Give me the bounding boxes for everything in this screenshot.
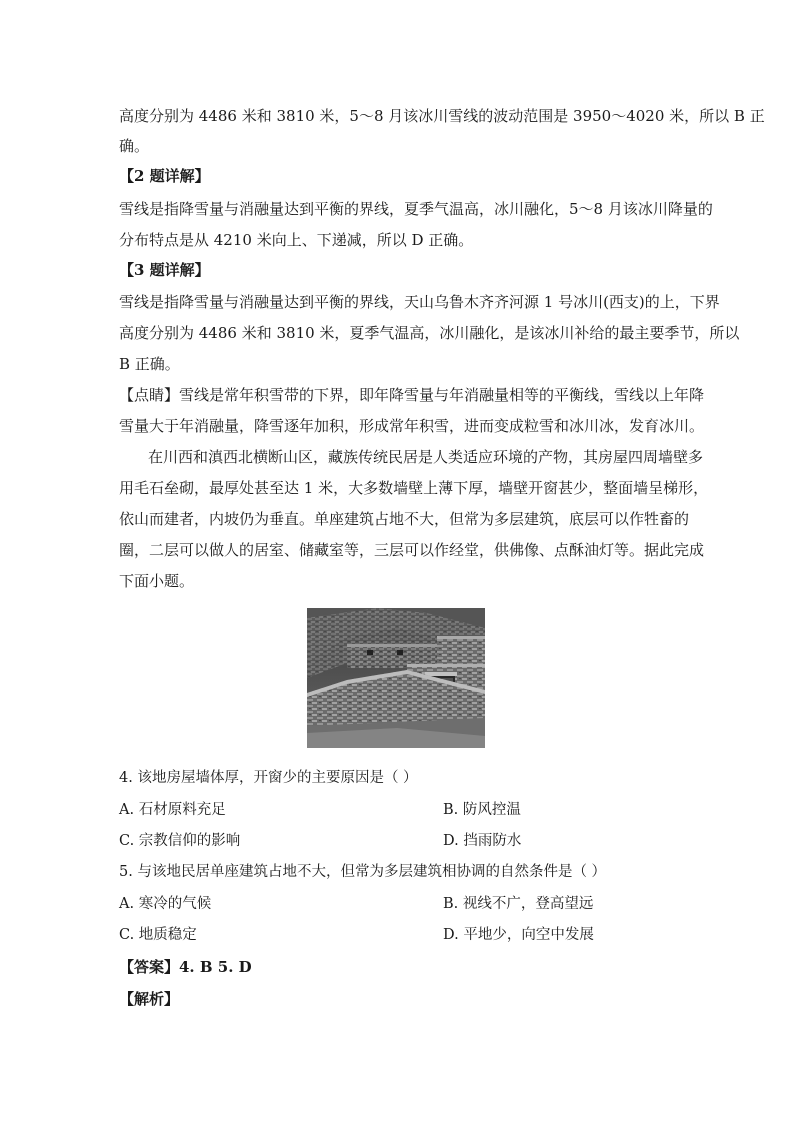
text-line: 雪量大于年消融量，降雪逐年加积，形成常年积雪，进而变成粒雪和冰川冰，发育冰川。 xyxy=(119,417,705,435)
passage-line: 用毛石垒砌，最厚处甚至达 1 米，大多数墙壁上薄下厚，墙壁开窗甚少，整面墙呈梯形， xyxy=(119,479,709,497)
text-line: 分布特点是从 4210 米向上、下递减，所以 D 正确。 xyxy=(119,231,474,249)
tibetan-house-photo xyxy=(307,608,485,748)
q4-option-d: D. 挡雨防水 xyxy=(443,833,522,849)
q4-option-b: B. 防风控温 xyxy=(443,802,521,818)
text-line: B 正确。 xyxy=(119,355,180,373)
question-4-stem: 4. 该地房屋墙体厚，开窗少的主要原因是（ ） xyxy=(119,770,418,786)
passage-line: 圈，二层可以做人的居室、储藏室等，三层可以作经堂，供佛像、点酥油灯等。据此完成 xyxy=(119,541,705,559)
text-line: 雪线是指降雪量与消融量达到平衡的界线，夏季气温高，冰川融化，5～8 月该冰川降量的 xyxy=(119,200,713,218)
passage-line: 下面小题。 xyxy=(119,572,195,590)
q4-option-c: C. 宗教信仰的影响 xyxy=(119,833,241,849)
q5-option-c: C. 地质稳定 xyxy=(119,927,197,943)
text-line: 高度分别为 4486 米和 3810 米，夏季气温高，冰川融化，是该冰川补给的最主要季节，所以 xyxy=(119,324,740,342)
q5-option-a: A. 寒冷的气候 xyxy=(119,896,212,912)
passage-line: 依山而建者，内坡仍为垂直。单座建筑占地不大，但常为多层建筑，底层可以作牲畜的 xyxy=(119,510,690,528)
answer-line: 【答案】4. B 5. D xyxy=(119,958,252,976)
passage-line: 在川西和滇西北横断山区，藏族传统民居是人类适应环境的产物，其房屋四周墙壁多 xyxy=(148,448,704,466)
q5-option-d: D. 平地少，向空中发展 xyxy=(443,927,594,943)
section-heading: 【3 题详解】 xyxy=(119,261,210,279)
text-line: 确。 xyxy=(119,137,150,155)
q5-option-b: B. 视线不广，登高望远 xyxy=(443,896,594,912)
text-line: 雪线是指降雪量与消融量达到平衡的界线，天山乌鲁木齐齐河源 1 号冰川(西支)的上，下界 xyxy=(119,293,720,311)
text-line: 高度分别为 4486 米和 3810 米，5～8 月该冰川雪线的波动范围是 3950～4020 米，所以 B 正 xyxy=(119,107,765,125)
question-5-stem: 5. 与该地民居单座建筑占地不大，但常为多层建筑相协调的自然条件是（ ） xyxy=(119,864,607,880)
section-heading: 【2 题详解】 xyxy=(119,167,210,185)
analysis-heading: 【解析】 xyxy=(119,990,180,1008)
q4-option-a: A. 石材原料充足 xyxy=(119,802,226,818)
tip-line: 【点睛】雪线是常年积雪带的下界，即年降雪量与年消融量相等的平衡线，雪线以上年降 xyxy=(119,386,705,404)
